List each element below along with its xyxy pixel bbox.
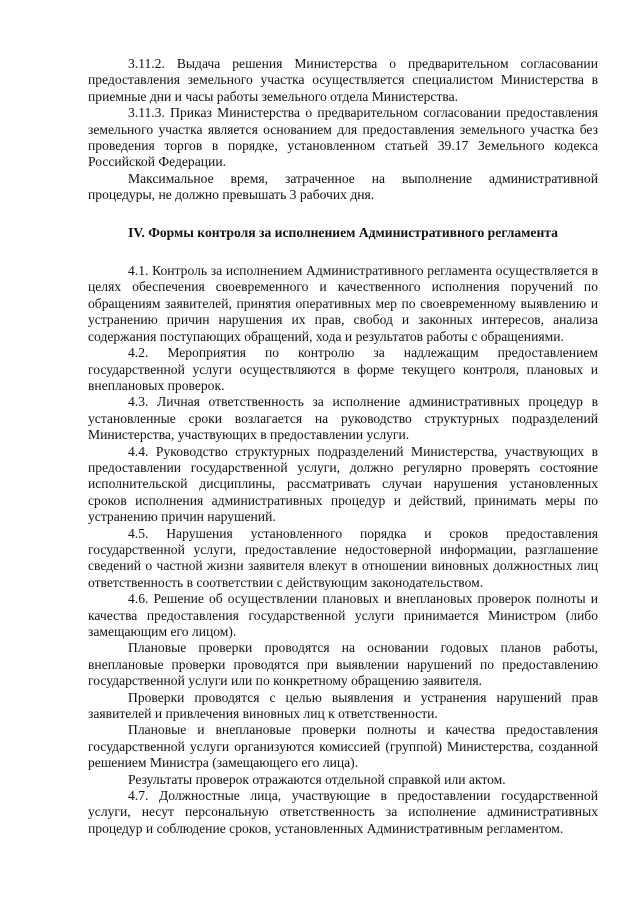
paragraph-4-2: 4.2. Мероприятия по контролю за надлежащим предоставлением государственной услуги осуществляются в форме текущего контроля, плановых и внеплановых проверок. (88, 345, 598, 393)
paragraph-3-11-2: 3.11.2. Выдача решения Министерства о предварительном согласовании предоставления земельного участка осуществляется специалистом Министерства в приемные дни и часы работы земельного отдела Министерства. (88, 56, 598, 104)
paragraph-4-3: 4.3. Личная ответственность за исполнение административных процедур в установленные сроки возлагается на руководство структурных подразделений Министерства, участвующих в предоставлении услуги. (88, 394, 598, 443)
document-page (88, 56, 598, 837)
paragraph-max-time: Максимальное время, затраченное на выполнение административной процедуры, не должно превышать 3 рабочих дня. (88, 170, 598, 203)
paragraph-4-7: 4.7. Должностные лица, участвующие в предоставлении государственной услуги, несут персональную ответственность за исполнение административных процедур и соблюдение сроков, установленных Административным регламентом. (88, 788, 598, 836)
paragraph-4-6: 4.6. Решение об осуществлении плановых и внеплановых проверок полноты и качества предоставления государственной услуги принимается Министром (либо замещающим его лицом). (88, 591, 598, 639)
paragraph-results: Результаты проверок отражаются отдельной справкой или актом. (128, 771, 506, 787)
paragraph-planned-checks: Плановые проверки проводятся на основании годовых планов работы, внеплановые проверки проводятся при выявлении нарушений по предоставлению государственной услуги или по конкретному обращению заявителя. (88, 640, 598, 689)
paragraph-4-5: 4.5. Нарушения установленного порядка и сроков предоставления государственной услуги, предоставление недостоверной информации, разглашение сведений о частной жизни заявителя влекут в отношении виновных должностных лиц ответственность в соответствии с действующим законодательством. (88, 525, 598, 590)
section-heading: IV. Формы контроля за исполнением Административного регламента (128, 224, 558, 240)
paragraph-check-purpose: Проверки проводятся с целью выявления и устранения нарушений прав заявителей и привлечения виновных лиц к ответственности. (88, 689, 598, 722)
paragraph-commission: Плановые и внеплановые проверки полноты и качества предоставления государственной услуги организуются комиссией (группой) Министерства, созданной решением Министра (замещающего его лица). (88, 722, 598, 771)
paragraph-4-1: 4.1. Контроль за исполнением Административного регламента осуществляется в целях обеспечения своевременного и качественного исполнения поручений по обращениям заявителей, принятия оперативных мер по своевременному выявлению и устранению причин нарушения их прав, свобод и законных интересов, анализа содержания поступающих обращений, хода и результатов работы с обращениями. (88, 263, 598, 344)
paragraph-4-4: 4.4. Руководство структурных подразделений Министерства, участвующих в предоставлении государственной услуги, должно регулярно проверять состояние исполнительской дисциплины, рассматривать случаи нарушения установленных сроков исполнения административных процедур и действий, принимать меры по устранению причин нарушений. (88, 443, 598, 525)
paragraph-3-11-3: 3.11.3. Приказ Министерства о предварительном согласовании предоставления земельного участка является основанием для предоставления земельного участка без проведения торгов в порядке, установленном статьей 39.17 Земельного кодекса Российской Федерации. (88, 105, 598, 170)
